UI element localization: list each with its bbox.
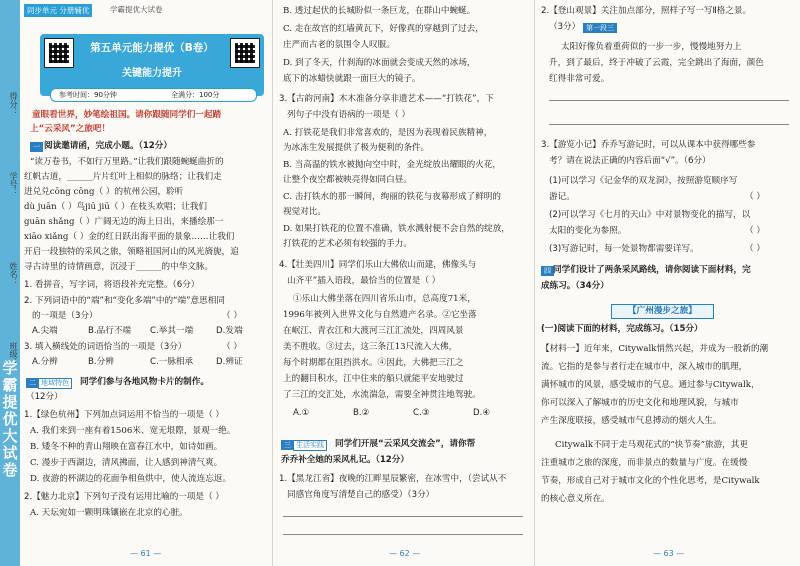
section-1-tag: 一	[30, 142, 43, 152]
section-3-subtag: 生活实践	[293, 440, 327, 451]
answer-paren[interactable]: （ ）	[222, 342, 242, 352]
passage-line: 进兑兑cōng cōng（ ）的杭州公园，聆听	[24, 187, 184, 197]
option[interactable]: C. 漫步于西湖边，清风拂面，让人感到神清气爽。	[30, 458, 223, 468]
question-1: 1. 看拼音，写字词，将语段补充完整。（6分）	[24, 280, 200, 290]
answer-paren[interactable]: （ ）	[222, 311, 242, 321]
student-id-label: 学号：	[9, 172, 18, 196]
question-sichuan-line-2: 山齐平”插入语段，最恰当的位置是（ ）	[287, 276, 441, 286]
page-number: — 61 —	[130, 549, 162, 558]
passage-line: 上的翻目积水，江中住来的船只就能平安地驶过	[283, 374, 464, 384]
passage-line: 美不胜收。③过去，这三条江13尺流入大佛，	[283, 342, 458, 352]
passage-line: 寻古诗里的诗情画意，沉浸于______的中华文脉。	[24, 262, 214, 272]
option-continued: 视觉对比。	[283, 207, 326, 217]
option-continued: 让整个夜空都被映亮得如同白昼。	[283, 175, 412, 185]
option[interactable]: D.辨证	[216, 357, 243, 367]
question-heilongjiang-line-1: 1.【黑龙江省】夜晚的江畔星辰繁密，在冰雪中，（尝试从不	[279, 474, 507, 484]
section-2-score: （12分）	[26, 392, 63, 402]
header-tag: 同步单元 分册辅优	[24, 4, 92, 17]
material-line: 产生深度联接，感受城市气息搏动的烟火人生。	[541, 416, 722, 426]
answer-line[interactable]	[549, 100, 789, 101]
passage-line: “读万卷书，不如行万里路。”让我们跟随蜿蜒曲折的	[30, 157, 224, 167]
answer-paren[interactable]: （ ）	[745, 226, 765, 236]
section-2-tag: 二	[26, 378, 39, 388]
page-number: — 63 —	[653, 549, 685, 558]
passage-line: 在岷江、青衣江和大渡河三江汇流处，四周风景	[283, 326, 464, 336]
poem-line: 红得非常可爱。	[549, 74, 610, 84]
question-henan-line-2: 列句子中没有语病的一项是（ ）	[287, 110, 411, 120]
option-continued: 底下的冰蜡快就跟一面巨大的镜子。	[283, 74, 421, 84]
option[interactable]: A. 天坛宛如一颗明珠镶嵌在北京的心脏。	[30, 508, 188, 518]
name-label: 姓名：	[9, 262, 18, 286]
question-3: 3. 填入横线处的词语恰当的一项是（3分）	[24, 342, 187, 352]
passage-line: 每个时期都在阻挡洪水。④因此，大佛把三江之	[283, 358, 464, 368]
banner-title: 第五单元能力提优（B卷）	[90, 42, 214, 54]
score-label: 得分：	[9, 92, 18, 116]
statement: (3)写游记时，每一处景物都需要详写。	[549, 244, 699, 254]
statement-continued: 游记。	[549, 192, 575, 202]
passage-line: 了三江的交汇处，水流湍急，需要全神贯注地驾驶。	[283, 390, 481, 400]
section-4-title: 同学们设计了两条采风路线，请你阅读下面材料，完	[553, 265, 751, 275]
material-line: Citywalk不同于走马观花式的“快节奏”旅游，其更	[555, 440, 748, 450]
option[interactable]: D. 夜游的杯湖边的花面争相鱼烘中，使人流连忘返。	[30, 474, 232, 484]
material-line: 你可以深入了解城市的历史文化和地理风貌，与城市	[541, 398, 739, 408]
option-continued: 打铁花的艺术必须有较强的手力。	[283, 239, 412, 249]
option[interactable]: B. 矮冬不种的青山翔映在富春江水中，如诗如画。	[30, 442, 223, 452]
qr-code-right-icon[interactable]	[230, 38, 260, 68]
option[interactable]: A. 我们来到一座有着1506米、宽无垠際，景观一绝。	[30, 426, 236, 436]
passage-line: 1996年被列入世界文化与自然遗产名录。②它坐落	[283, 310, 477, 320]
material-line: 注重城市之旅的深度，而非景点的数量与广度。在缓慢	[541, 458, 748, 468]
class-label: 班级：	[9, 342, 18, 366]
option[interactable]: C.举其一端	[150, 326, 194, 336]
section-3-tag: 三	[281, 440, 294, 450]
banner-subtitle: 关键能力提升	[122, 68, 182, 79]
answer-paren[interactable]: （ ）	[745, 192, 765, 202]
option[interactable]: C.一脉相承	[150, 357, 194, 367]
page-number: — 62 —	[389, 549, 421, 558]
material-line: 的核心意义所在。	[541, 494, 610, 504]
option[interactable]: A.分辨	[32, 357, 58, 367]
answer-line[interactable]	[283, 534, 523, 535]
poem-line: 太阳好像负着重荷似的一步一步，慢慢地努力上	[561, 42, 742, 52]
question-travel-line-2: 考？请在说法正确的内容后面“√”。（6分）	[549, 156, 711, 166]
page-left	[0, 0, 272, 566]
statement: (2)可以学习《七月的天山》中对景物变化的描写，以	[549, 210, 751, 220]
stripe-brand-text: 学霸提优大试卷	[2, 359, 18, 479]
section-2-title: 同学们参与各地风物卡片的制作。	[80, 377, 209, 387]
option[interactable]: B. 当高温的铁水被抛向空中时，金光绽放出耀眼的火花，	[283, 160, 502, 170]
question-hangzhou: 1.【绿色杭州】下列加点词运用不恰当的一项是（ ）	[24, 410, 224, 420]
option[interactable]: B.②	[353, 408, 370, 418]
option[interactable]: D.发端	[216, 326, 243, 336]
question-mountain-line-2: （3分）	[549, 22, 581, 32]
option-continued: 为冰冻生发展提供了极为便利的条件。	[283, 143, 430, 153]
option[interactable]: C. 走在故宫的红墙黄瓦下，好像真的穿越到了过去，	[283, 24, 484, 34]
section-2-subtag: 地域特色	[38, 378, 72, 389]
score-info: 全满分：100分	[171, 91, 220, 99]
section-1-title: 阅读邀请函，完成小题。（12分）	[44, 141, 172, 151]
section-4-tag: 四	[541, 266, 554, 276]
question-sichuan-line-1: 4.【壮美四川】同学们乐山大佛依山而建，佛像头与	[279, 260, 477, 270]
page-right	[534, 0, 800, 566]
passage-line: 红帆古道，______片片红叶上相似的脉络；让我们走	[24, 172, 222, 182]
reference-tag: 第一段三	[583, 23, 617, 33]
intro-line-2: 上“云采风”之旅吧！	[30, 124, 111, 134]
material-line: 节奏，形成自己对于城市文化的个性化思考，是Citywalk	[541, 476, 760, 486]
passage-line: xiāo xiǎng（ ）金的红日跃出海平面的景象……让我们	[24, 232, 235, 242]
qr-code-left-icon[interactable]	[44, 38, 74, 68]
subsection-1-title: (一)阅读下面的材料，完成练习。（15分）	[541, 324, 703, 334]
page-middle	[272, 0, 535, 566]
unit-banner	[40, 34, 264, 96]
intro-line-1: 童眼看世界，妙笔绘祖国。请你跟随同学们一起踏	[32, 110, 222, 120]
guangzhou-box: 【广州漫步之旅】	[611, 304, 714, 319]
question-travel-line-1: 3.【游览小记】乔乔写游记时，可以从课本中获得哪些参	[541, 140, 756, 150]
answer-line[interactable]	[283, 516, 523, 517]
time-info: 参考时间：90分钟	[59, 91, 117, 99]
statement-continued: 太阳的变化为参照。	[549, 226, 627, 236]
option[interactable]: B. 透过起伏的长城盼似一条巨龙，在群山中蜿蜒。	[283, 6, 476, 16]
material-line: 流。它指的是参与者行走在城市中，深入城市的肌理，	[541, 362, 748, 372]
material-line: 满怀城市的风景，感受城市的气息。通过参与Citywalk，	[541, 380, 760, 390]
question-mountain-line-1: 2.【登山观景】关注加点部分，照样子写一写Ⅱ格之景。	[541, 6, 752, 16]
option[interactable]: C.③	[413, 408, 430, 418]
answer-line[interactable]	[549, 124, 789, 125]
option[interactable]: D.④	[473, 408, 491, 418]
question-2-line-2: 的一项是（3分）	[32, 311, 98, 321]
material-line: 【材料一】近年来，Citywalk悄然兴起，并成为一股新的潮	[541, 344, 769, 354]
poem-line: 升，到了最后，终于冲破了云霞，完全跳出了海面，颜色	[549, 58, 764, 68]
section-4-title-2: 成练习。（34分）	[541, 281, 609, 291]
exam-info-bar	[50, 88, 257, 102]
series-title: 学霸提优大试卷	[110, 5, 163, 14]
answer-paren[interactable]: （ ）	[745, 244, 765, 254]
section-3-title: 同学们开展“云采风交流会”，请你帮	[335, 439, 476, 449]
option[interactable]: D. 到了冬天，什刹海的冰面就会变成天然的冰场，	[283, 58, 476, 68]
question-heilongjiang-line-2: 同感官角度写清楚自己的感受）（3分）	[287, 490, 435, 500]
option[interactable]: B.分辨	[88, 357, 114, 367]
passage-line: ①乐山大佛坐落在四川省乐山市，总高度71米，	[293, 294, 476, 304]
section-3-title-2: 乔乔补全她的采风札记。（12分）	[281, 455, 409, 465]
question-henan-line-1: 3.【古韵河南】木木准备分享非遗艺术——“打铁花”，下	[279, 94, 494, 104]
option[interactable]: D. 如果打铁花的位置不准确，铁水溅射便不会自然的绽放，	[283, 224, 510, 234]
option[interactable]: A.尖端	[32, 326, 58, 336]
option[interactable]: A.①	[293, 408, 310, 418]
passage-line: 开启一段独特的采风之旅，领略祖国河山的风光旖旎，追	[24, 247, 239, 257]
statement: (1)可以学习《记金华的双龙洞》，按照游览顺序写	[549, 176, 738, 186]
option[interactable]: A. 打铁花是我们非常喜欢的，是因为表现着民族精神，	[283, 128, 493, 138]
passage-line: guān shǎng（ ）广阔无边的海上日出，来播绘那一	[24, 217, 224, 227]
passage-line: dù juān（ ）鸟jiū jiū（ ）在枝头欢唱；让我们	[24, 202, 208, 212]
question-beijing: 2.【魅力北京】下列句子没有运用比喻的一项是（ ）	[24, 492, 224, 502]
option-continued: 庄严而古老的氛围令人叹服。	[283, 40, 395, 50]
option[interactable]: B.品行不端	[88, 326, 132, 336]
option[interactable]: C. 击打铁水的那一瞬间，绚丽的铁花与夜幕形成了鲜明的	[283, 192, 501, 202]
question-2-line-1: 2. 下列词语中的“端”和“变化多端”中的“端”意思相同	[24, 296, 225, 306]
